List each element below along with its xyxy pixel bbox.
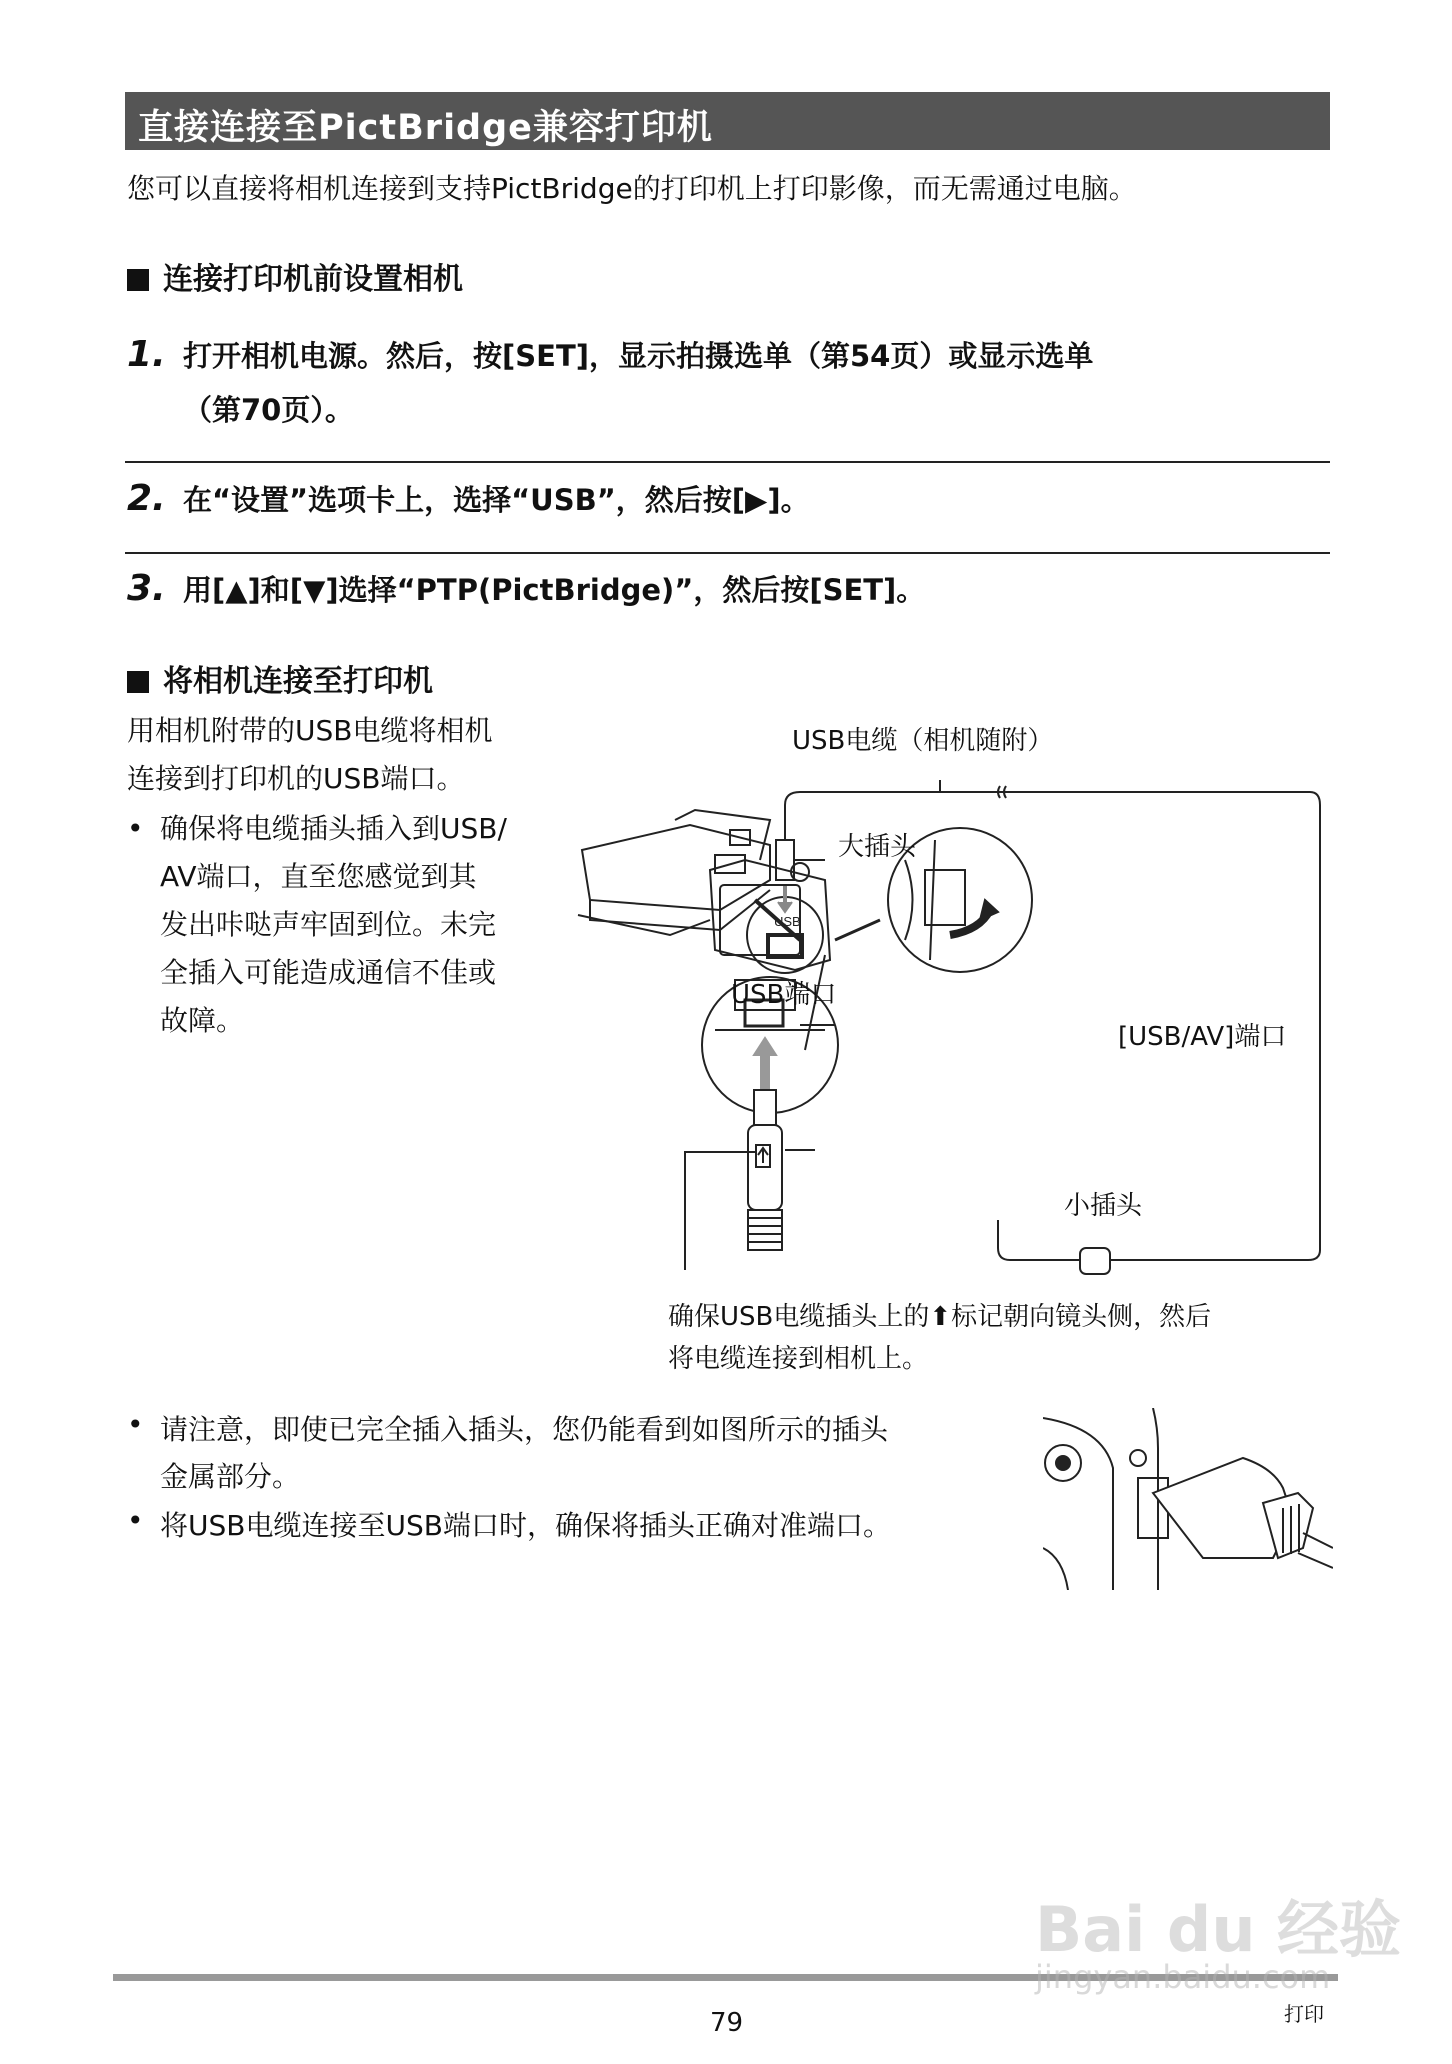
bullet-line: 发出咔哒声牢固到位。未完 — [160, 908, 497, 941]
note-line: 金属部分。 — [160, 1460, 301, 1493]
step-2 — [127, 478, 810, 519]
usb-icon-label: USB — [774, 914, 801, 929]
plug-inserted-illustration — [1043, 1408, 1333, 1590]
watermark-url: jingyan.baidu.com — [1035, 1958, 1331, 1996]
printer-icon — [578, 810, 770, 935]
note-line: 将USB电缆连接至USB端口时，确保将插头正确对准端口。 — [160, 1509, 891, 1542]
bullet-line: AV端口，直至您感觉到其 — [160, 860, 477, 893]
bullet-line: 确保将电缆插头插入到USB/ — [160, 812, 507, 845]
bullet-mark: • — [127, 1504, 144, 1537]
step-text: 用[▲]和[▼]选择“PTP(PictBridge)”，然后按[SET]。 — [183, 573, 926, 607]
step-3 — [127, 568, 925, 609]
small-plug-icon — [748, 1090, 782, 1250]
footer-section: 打印 — [1284, 2002, 1324, 2026]
step-1-line2: （第70页）。 — [183, 393, 354, 427]
step-text: 在“设置”选项卡上，选择“USB”，然后按[▶]。 — [183, 483, 810, 517]
baidu-watermark: Bai du 经验 — [1035, 1893, 1402, 1966]
paragraph-line: 连接到打印机的USB端口。 — [127, 762, 465, 795]
note-line: 请注意，即使已完全插入插头，您仍能看到如图所示的插头 — [160, 1413, 889, 1446]
step-text: 打开相机电源。然后，按[SET]，显示拍摄选单（第54页）或显示选单 — [183, 339, 1094, 373]
bullet-mark: • — [127, 1408, 144, 1441]
step-number: 1. — [127, 334, 166, 375]
diagram-caption-line: 确保USB电缆插头上的⬆标记朝向镜头侧，然后 — [668, 1302, 1212, 1332]
cable-label: USB电缆（相机随附） — [792, 726, 1054, 756]
section2-heading — [127, 656, 433, 700]
usb-port-label: USB端口 — [731, 980, 837, 1010]
paragraph-line: 用相机附带的USB电缆将相机 — [127, 714, 493, 747]
step-number: 2. — [127, 478, 166, 519]
bullet-line: 全插入可能造成通信不佳或 — [160, 956, 497, 989]
big-plug-label: 大插头 — [838, 832, 917, 862]
camera-port-label: [USB/AV]端口 — [1118, 1022, 1287, 1052]
section1-heading-text: 连接打印机前设置相机 — [163, 262, 463, 297]
diagram-caption-line: 将电缆连接到相机上。 — [668, 1344, 929, 1374]
bullet-mark: • — [127, 812, 144, 845]
square-bullet-icon — [127, 269, 149, 291]
page-title: 直接连接至PictBridge兼容打印机 — [138, 108, 713, 148]
divider — [125, 552, 1330, 554]
section1-heading — [127, 254, 463, 298]
intro-text: 您可以直接将相机连接到支持PictBridge的打印机上打印影像，而无需通过电脑。 — [127, 172, 1137, 205]
small-plug-label: 小插头 — [1064, 1191, 1143, 1221]
ferrite-core — [1080, 1248, 1110, 1274]
square-bullet-icon — [127, 671, 149, 693]
page-number: 79 — [710, 2008, 744, 2038]
section2-heading-text: 将相机连接至打印机 — [163, 664, 433, 699]
divider — [125, 461, 1330, 463]
camera-icon — [710, 860, 830, 1050]
step-1 — [127, 334, 1093, 375]
bullet-line: 故障。 — [160, 1004, 245, 1037]
step-number: 3. — [127, 568, 166, 609]
